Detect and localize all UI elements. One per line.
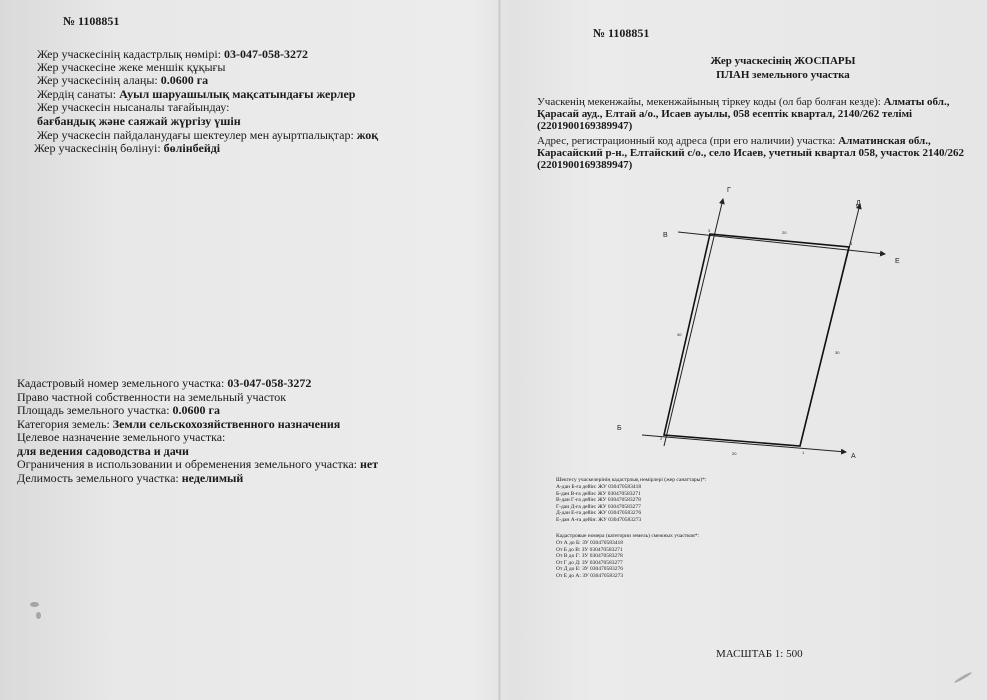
left-serial-number: № 1108851 [63,14,120,28]
kz-restrictions: Жер учаскесін пайдаланудағы шектеулер мен ауыртпалықтар: жоқ [37,128,379,142]
kz-divisibility: Жер учаскесінің бөлінуі: бөлінбейді [34,141,221,155]
right-serial-number: № 1108851 [593,26,650,40]
plan-letter-b: Б [617,425,622,432]
adjacent-ru-row: От Д до Е: ЗУ 030470583276 [556,566,623,573]
plan-point-4: 4 [850,241,853,246]
address-ru-line1: Адрес, регистрационный код адреса (при его наличии) участка: Алматинская обл., [537,135,931,147]
adjacent-ru-row: От Е до А: ЗУ 030470583273 [556,573,624,579]
adjacent-ru-row: От А до Б: ЗУ 030470583418 [556,540,623,546]
kz-purpose-label: Жер учаскесін нысаналы тағайындау: [37,100,230,114]
plan-point-1: 1 [802,450,805,455]
plan-letter-g: Г [727,187,731,194]
address-ru-line3: (2201900169389947) [537,159,633,171]
kz-area: Жер учаскесінің алаңы: 0.0600 га [37,73,209,87]
address-kz-line2: Қарасай ауд., Елтай а/о., Исаев ауылы, 058 есептік квартал, 2140/262 телімі [537,108,913,120]
address-kz-line1: Учаскенің мекенжайы, мекенжайының тіркеу коды (ол бар болған кезде): Алматы обл., [537,96,950,108]
plan-dim-right: 30 [835,350,840,355]
plan-letter-v: В [663,232,668,239]
address-ru-line2: Карасайский р-н., Елтайский с/о., село Исаев, учетный квартал 058, участок 2140/262 [537,147,965,159]
adjacent-kz-title: Шектесу учаскелерінің кадастрлық нөмірлері (жер санаттары)*: [556,477,707,483]
kz-cadastral-number: Жер учаскесінің кадастрлық нөмірі: 03-047-058-3272 [37,47,309,61]
plan-letter-a: А [851,453,856,460]
ru-area: Площадь земельного участка: 0.0600 га [17,403,220,417]
ru-divisibility: Делимость земельного участка: неделимый [17,471,244,485]
kz-purpose-value: бағбандық және саяжай жүргізу үшін [37,114,241,128]
plan-title-ru: ПЛАН земельного участка [716,69,850,81]
plot-boundary [664,234,849,446]
kz-ownership-right: Жер учаскесіне жеке меншік құқығы [37,60,226,74]
adjacent-kz-row: Д-дан Е-ға дейін: ЖУ 030470583276 [556,510,642,517]
adjacent-kz-row: Б-дан В-ға дейін: ЖУ 030470583271 [556,490,641,497]
plan-title-kz: Жер учаскесінің ЖОСПАРЫ [710,55,856,67]
plan-dim-top: 20 [782,230,787,235]
plan-point-3: 3 [708,228,711,233]
plan-letter-e: Е [895,258,900,265]
adjacent-ru-row: От В до Г: ЗУ 030470583278 [556,553,623,560]
ru-ownership-right: Право частной собственности на земельный участок [17,390,287,404]
kz-land-category: Жердің санаты: Ауыл шаруашылық мақсатындағы жерлер [37,87,356,101]
adjacent-kz-row: Е-дан А-ға дейін: ЖУ 030470583273 [556,517,642,523]
plan-dim-bottom: 20 [732,451,737,456]
ru-land-category: Категория земель: Земли сельскохозяйственного назначения [17,417,341,431]
plan-dim-left: 30 [677,332,682,337]
adjacent-ru-row: От Б до В: ЗУ 030470583271 [556,546,623,553]
adjacent-kz-row: А-дан Б-ға дейін: ЖУ 030470583418 [556,484,642,490]
plan-letter-d: Д [856,200,861,207]
ru-purpose-label: Целевое назначение земельного участка: [17,430,226,444]
adjacent-ru-title: Кадастровые номера (категории земель) смежных участков*: [556,533,700,539]
adjacent-kz-row: Г-дан Д-ға дейін: ЖУ 030470583277 [556,503,641,510]
plan-line-bottom [642,435,846,452]
ru-cadastral-number: Кадастровый номер земельного участка: 03-047-058-3272 [17,376,312,390]
plan-scale: МАСШТАБ 1: 500 [716,648,803,660]
ru-purpose-value: для ведения садоводства и дачи [17,444,189,458]
adjacent-kz-row: В-дан Г-ға дейін: ЖУ 030470583278 [556,497,641,504]
address-kz-line3: (2201900169389947) [537,120,633,132]
adjacent-ru-row: От Г до Д: ЗУ 030470583277 [556,559,623,566]
plan-point-2: 2 [660,436,663,441]
ru-restrictions: Ограничения в использовании и обременения земельного участка: нет [17,457,379,471]
